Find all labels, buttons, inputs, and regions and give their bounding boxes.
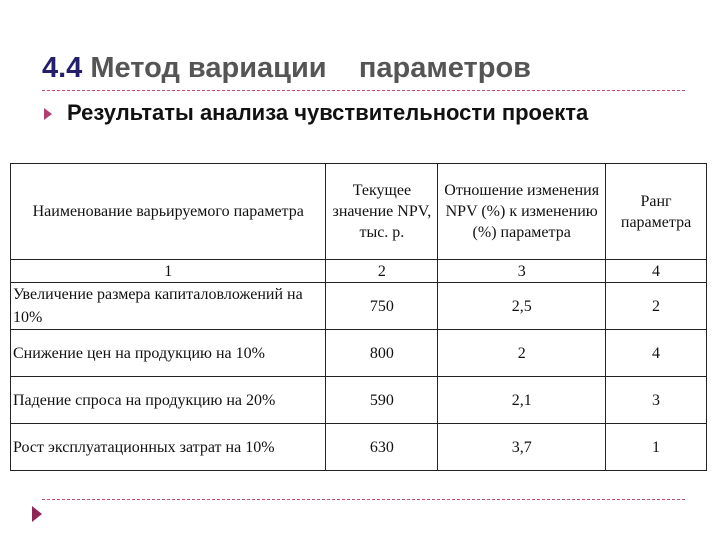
bullet-arrow-icon <box>44 108 52 120</box>
footer-divider <box>42 499 685 500</box>
row-ratio: 2,1 <box>438 377 606 424</box>
header-rank: Ранг параметра <box>606 164 707 260</box>
row-ratio: 2,5 <box>438 283 606 330</box>
row-parameter-name: Увеличение размера капиталовложений на 10% <box>11 283 326 330</box>
table-row <box>11 330 707 377</box>
row-npv: 750 <box>326 283 438 330</box>
row-parameter-name: Снижение цен на продукцию на 10% <box>11 330 326 377</box>
slide-subtitle: Результаты анализа чувствительности проекта <box>67 100 589 125</box>
header-parameter-name: Наименование варьируемого параметра <box>11 164 326 260</box>
row-npv: 800 <box>326 330 438 377</box>
title-number: 4.4 <box>42 52 83 84</box>
slide-title <box>42 52 531 85</box>
column-number: 2 <box>326 260 438 283</box>
row-rank: 2 <box>606 283 707 330</box>
row-npv: 630 <box>326 424 438 471</box>
table-row <box>11 424 707 471</box>
column-number: 1 <box>11 260 326 283</box>
table-row <box>11 283 707 330</box>
footer-arrow-icon <box>32 506 42 522</box>
row-npv: 590 <box>326 377 438 424</box>
column-number-row <box>11 260 707 283</box>
row-rank: 3 <box>606 377 707 424</box>
row-parameter-name: Падение спроса на продукцию на 20% <box>11 377 326 424</box>
table-row <box>11 377 707 424</box>
row-ratio: 3,7 <box>438 424 606 471</box>
header-npv-ratio: Отношение изменения NPV (%) к изменению (%) параметра <box>438 164 606 260</box>
header-current-npv: Текущее значение NPV, тыс. р. <box>326 164 438 260</box>
title-text: Метод вариации параметров <box>90 52 532 84</box>
row-rank: 1 <box>606 424 707 471</box>
title-divider <box>42 90 685 91</box>
column-number: 3 <box>438 260 606 283</box>
column-number: 4 <box>606 260 707 283</box>
row-parameter-name: Рост эксплуатационных затрат на 10% <box>11 424 326 471</box>
row-ratio: 2 <box>438 330 606 377</box>
sensitivity-table <box>10 163 707 471</box>
table-header-row <box>11 164 707 260</box>
row-rank: 4 <box>606 330 707 377</box>
